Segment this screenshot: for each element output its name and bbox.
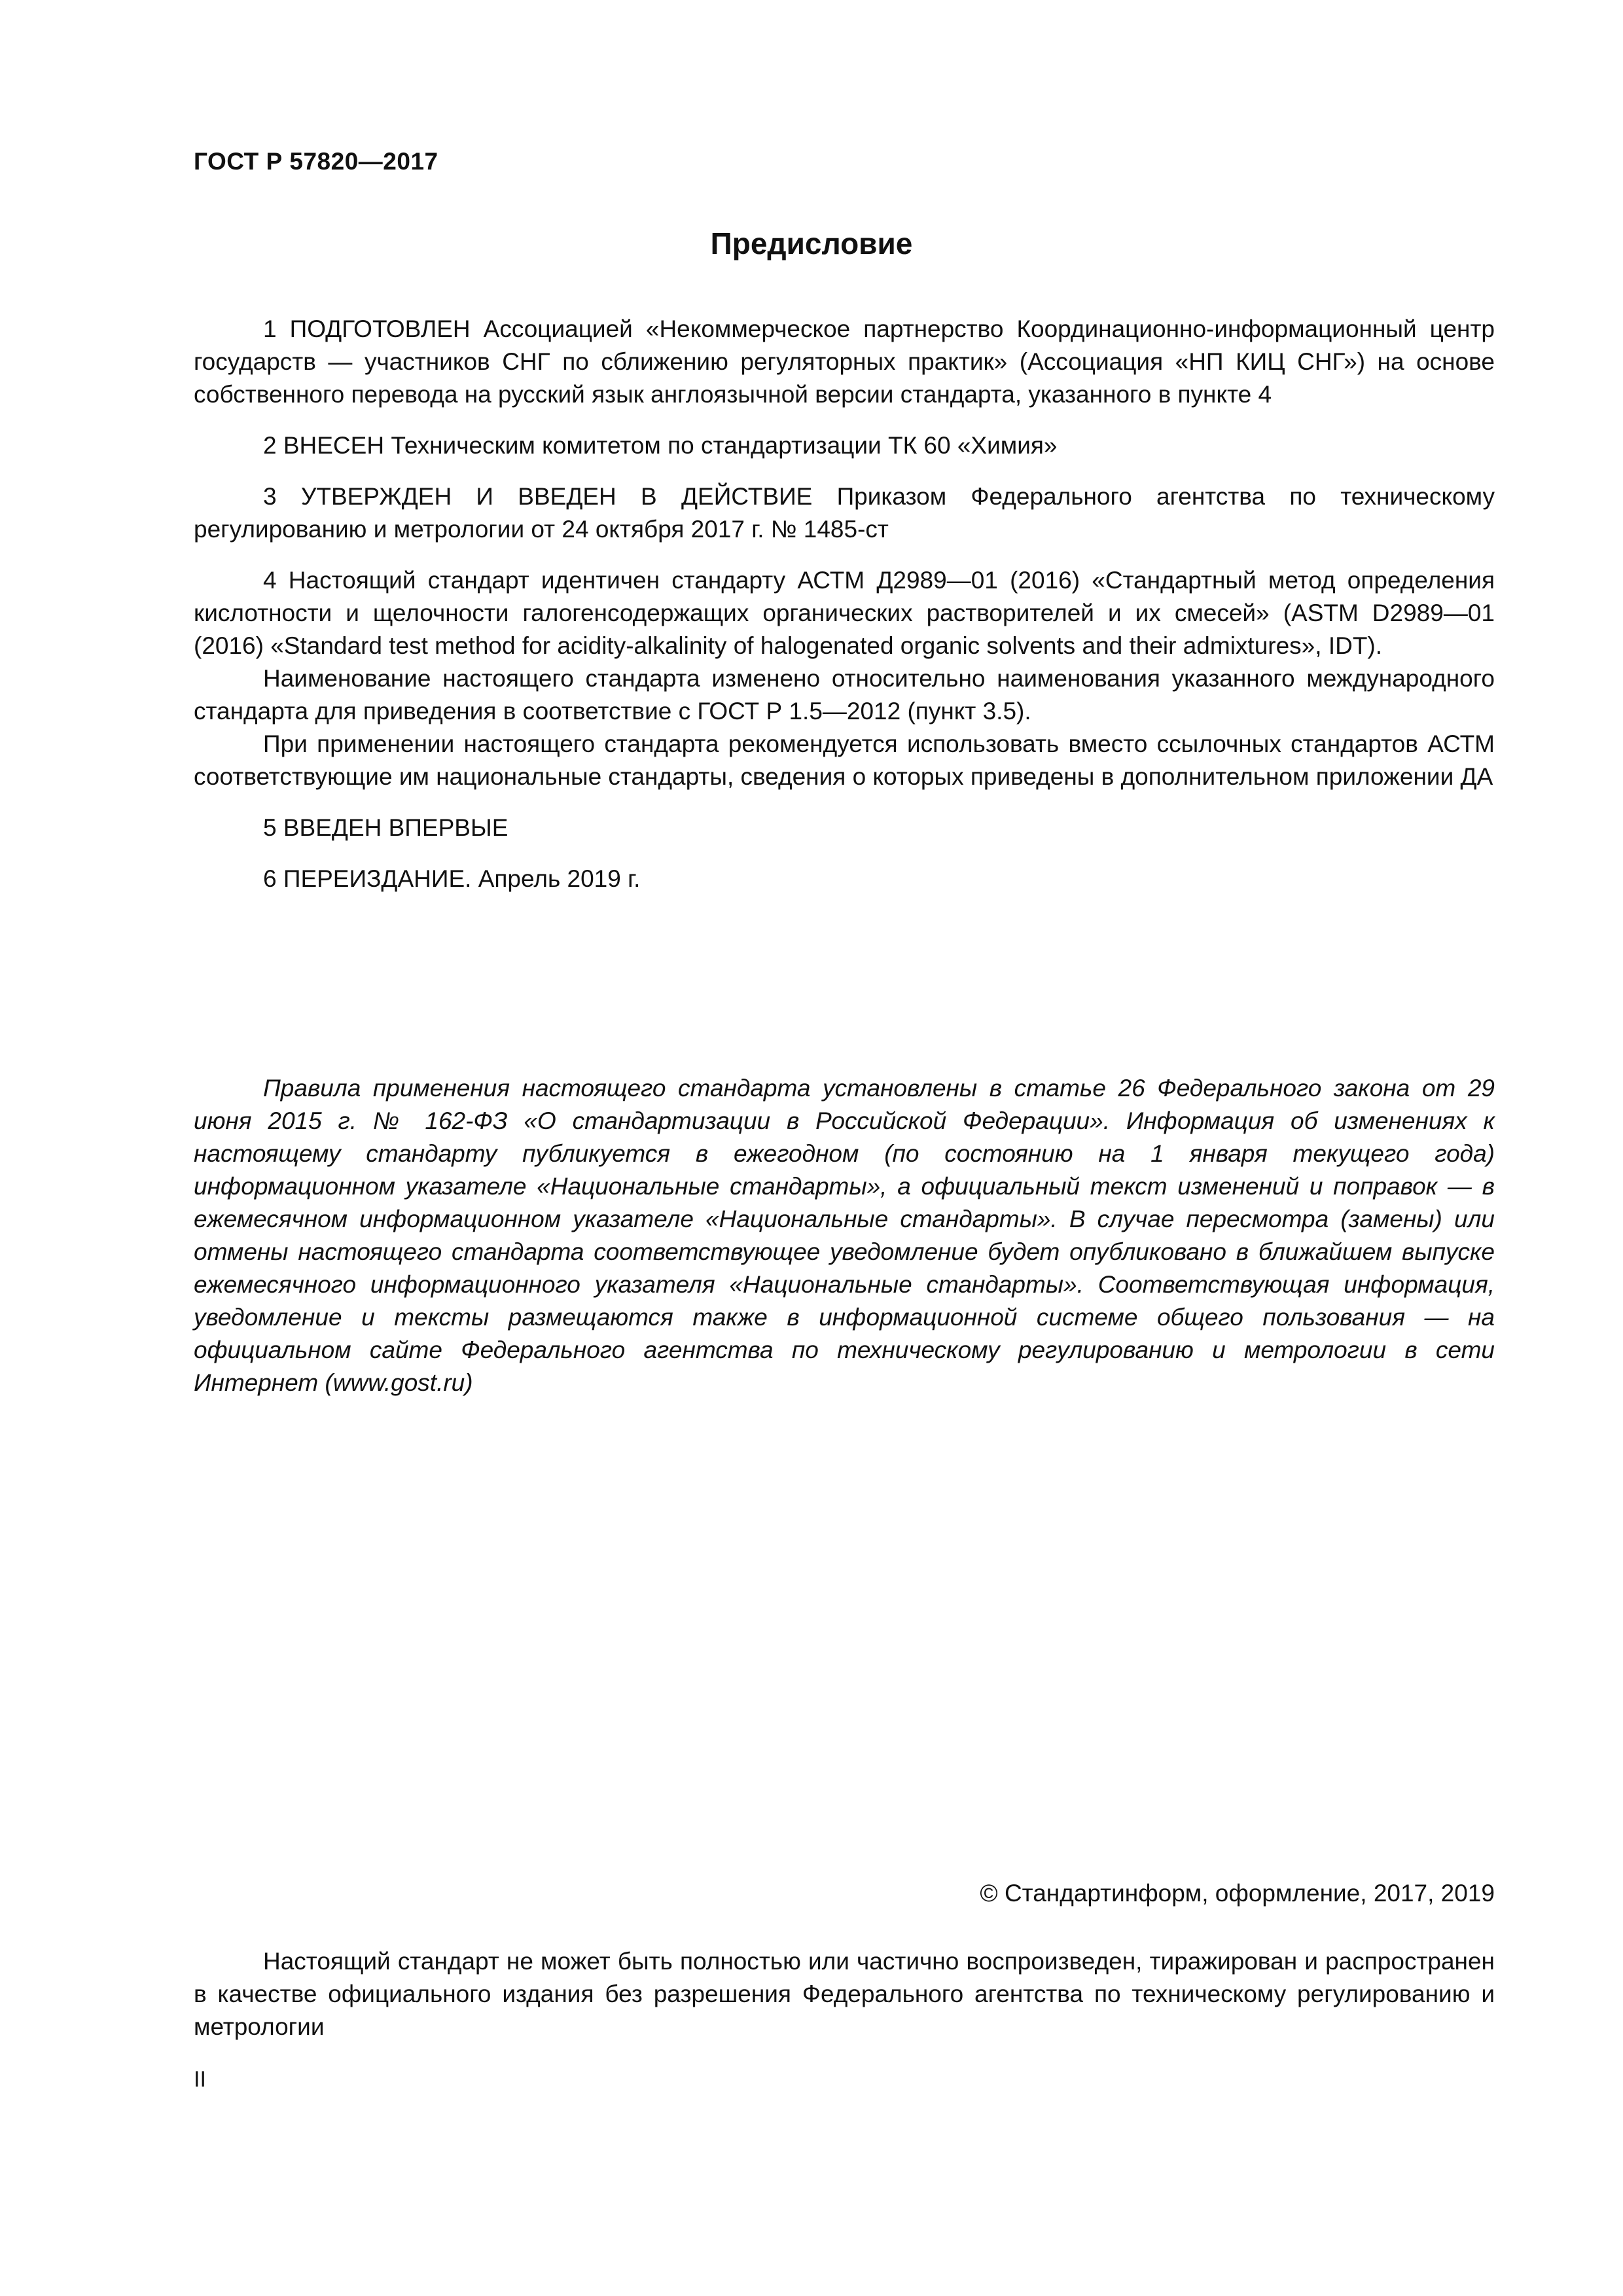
- document-code: ГОСТ Р 57820—2017: [194, 148, 438, 175]
- preface-item-4: 4 Настоящий стандарт идентичен стандарту АСТМ Д2989—01 (2016) «Стандартный метод определения кислотности и щелочности галогенсодержащих органических растворителей и их смесей» (ASTM D2989—01 (2016) «Standard test method for acidity-alkalinity of halogenated organic solvents and their admixtures», IDT).: [194, 567, 1495, 659]
- copyright-line: © Стандартинформ, оформление, 2017, 2019: [980, 1880, 1495, 1907]
- preface-item-4-note-name: Наименование настоящего стандарта изменено относительно наименования указанного международного стандарта для приведения в соответствие с ГОСТ Р 1.5—2012 (пункт 3.5).: [194, 665, 1495, 725]
- page-number: II: [194, 2067, 206, 2092]
- preface-item-4-note-refs: При применении настоящего стандарта рекомендуется использовать вместо ссылочных стандартов АСТМ соответствующие им национальные стандарты, сведения о которых приведены в дополнительном приложении ДА: [194, 730, 1495, 790]
- preface-item-2: 2 ВНЕСЕН Техническим комитетом по стандартизации ТК 60 «Химия»: [263, 432, 1058, 459]
- application-rules-notice: Правила применения настоящего стандарта установлены в статье 26 Федерального закона от 29 июня 2015 г. № 162-ФЗ «О стандартизации в Российской Федерации». Информация об изменениях к настоящему стандарту публикуется в ежегодном (по состоянию на 1 января текущего года) информационном указателе «Национальные стандарты», а официальный текст изменений и поправок — в ежемесячном информационном указателе «Национальные стандарты». В случае пересмотра (замены) или отмены настоящего стандарта соответствующее уведомление будет опубликовано в ближайшем выпуске ежемесячного информационного указателя «Национальные стандарты». Соответствующая информация, уведомление и тексты размещаются также в информационной системе общего пользования — на официальном сайте Федерального агентства по техническому регулированию и метрологии в сети Интернет (www.gost.ru): [194, 1075, 1495, 1396]
- preface-items: [194, 313, 1495, 895]
- preface-item-1: 1 ПОДГОТОВЛЕН Ассоциацией «Некоммерческое партнерство Координационно-информационный центр государств — участников СНГ по сближению регуляторных практик» (Ассоциация «НП КИЦ СНГ») на основе собственного перевода на русский язык англоязычной версии стандарта, указанного в пункте 4: [194, 315, 1495, 408]
- preface-item-3: 3 УТВЕРЖДЕН И ВВЕДЕН В ДЕЙСТВИЕ Приказом Федерального агентства по техническому регулированию и метрологии от 24 октября 2017 г. № 1485-ст: [194, 483, 1495, 543]
- reproduction-rights-notice: Настоящий стандарт не может быть полностью или частично воспроизведен, тиражирован и распространен в качестве официального издания без разрешения Федерального агентства по техническому регулированию и метрологии: [194, 1948, 1495, 2040]
- page-title: Предисловие: [710, 226, 913, 260]
- preface-item-5: 5 ВВЕДЕН ВПЕРВЫЕ: [263, 814, 508, 841]
- preface-item-6: 6 ПЕРЕИЗДАНИЕ. Апрель 2019 г.: [263, 865, 641, 892]
